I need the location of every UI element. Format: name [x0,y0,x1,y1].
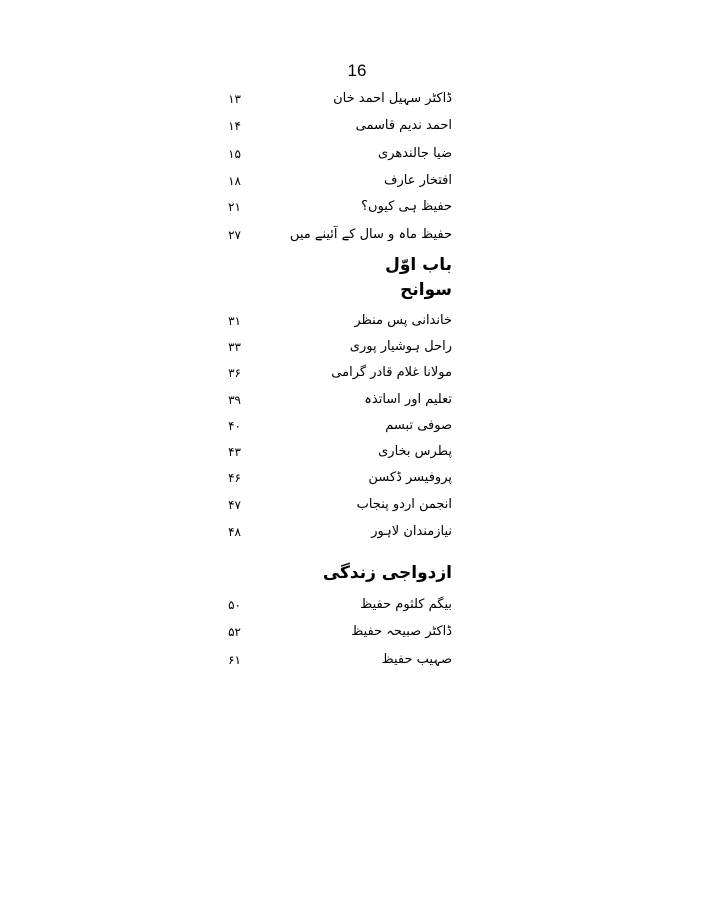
toc-entry [0,521,714,547]
toc-entry-title: صوفی تبسم [385,418,452,433]
toc-entry-page: ۵۲ [228,625,241,639]
toc-entry [0,224,714,250]
toc-entry [0,467,714,493]
toc-entry [0,649,714,675]
toc-entry-page: ۱۵ [228,147,241,161]
chapter-heading: باب اوّل [385,255,452,275]
toc-entry-title: ڈاکٹر صبیحہ حفیظ [351,624,452,639]
toc-entry-title: پطرس بخاری [378,444,452,459]
toc-entry-title: ضیا جالندھری [378,146,452,161]
section-heading: ازدواجی زندگی [322,563,452,583]
toc-entry [0,310,714,336]
toc-entry [0,594,714,620]
toc-entry-page: ۶۱ [228,653,241,667]
toc-entry [0,143,714,169]
toc-entry-page: ۱۳ [228,92,241,106]
toc-entry-page: ۴۳ [228,445,241,459]
toc-entry-title: افتخار عارف [384,173,452,188]
toc-entry-title: حفیظ ہی کیوں؟ [361,199,452,214]
toc-entry [0,196,714,222]
toc-entry-page: ۴۷ [228,498,241,512]
toc-entry-title: تعلیم اور اساتذہ [364,392,452,407]
toc-entry [0,115,714,141]
toc-entry [0,389,714,415]
toc-entry-page: ۴۰ [228,419,241,433]
toc-entry-title: بیگم کلثوم حفیظ [360,597,452,612]
toc-entry-title: پروفیسر ڈکسن [368,470,452,485]
toc-entry [0,441,714,467]
toc-entry [0,415,714,441]
toc-entry-title: خاندانی پس منظر [354,313,452,328]
chapter-subheading: سوانح [400,280,452,300]
toc-entry-title: انجمن اردو پنجاب [356,497,452,512]
toc-entry-page: ۳۳ [228,340,241,354]
toc-entry [0,336,714,362]
toc-entry-title: حفیظ ماہ و سال کے آئینے میں [289,227,452,242]
page-number: 16 [347,61,367,80]
toc-entry-title: احمد ندیم قاسمی [355,118,452,133]
toc-entry-page: ۴۶ [228,471,241,485]
toc-entry-page: ۱۸ [228,174,241,188]
toc-entry-page: ۱۴ [228,119,241,133]
toc-entry-page: ۲۱ [228,200,241,214]
toc-entry [0,362,714,388]
toc-entry [0,170,714,196]
toc-entry [0,494,714,520]
toc-entry-title: نیازمندان لاہور [371,524,452,539]
toc-entry-page: ۲۷ [228,228,241,242]
toc-entry-title: مولانا غلام قادر گرامی [331,365,452,380]
toc-entry-title: ڈاکٹر سہیل احمد خان [333,91,452,106]
toc-entry-page: ۳۶ [228,366,241,380]
toc-entry-page: ۵۰ [228,598,241,612]
toc-entry-page: ۳۱ [228,314,241,328]
toc-entry [0,88,714,114]
toc-entry [0,621,714,647]
toc-entry-title: راحل ہوشیار پوری [349,339,452,354]
toc-entry-page: ۳۹ [228,393,241,407]
toc-entry-page: ۴۸ [228,525,241,539]
toc-entry-title: صہیب حفیظ [381,652,452,667]
